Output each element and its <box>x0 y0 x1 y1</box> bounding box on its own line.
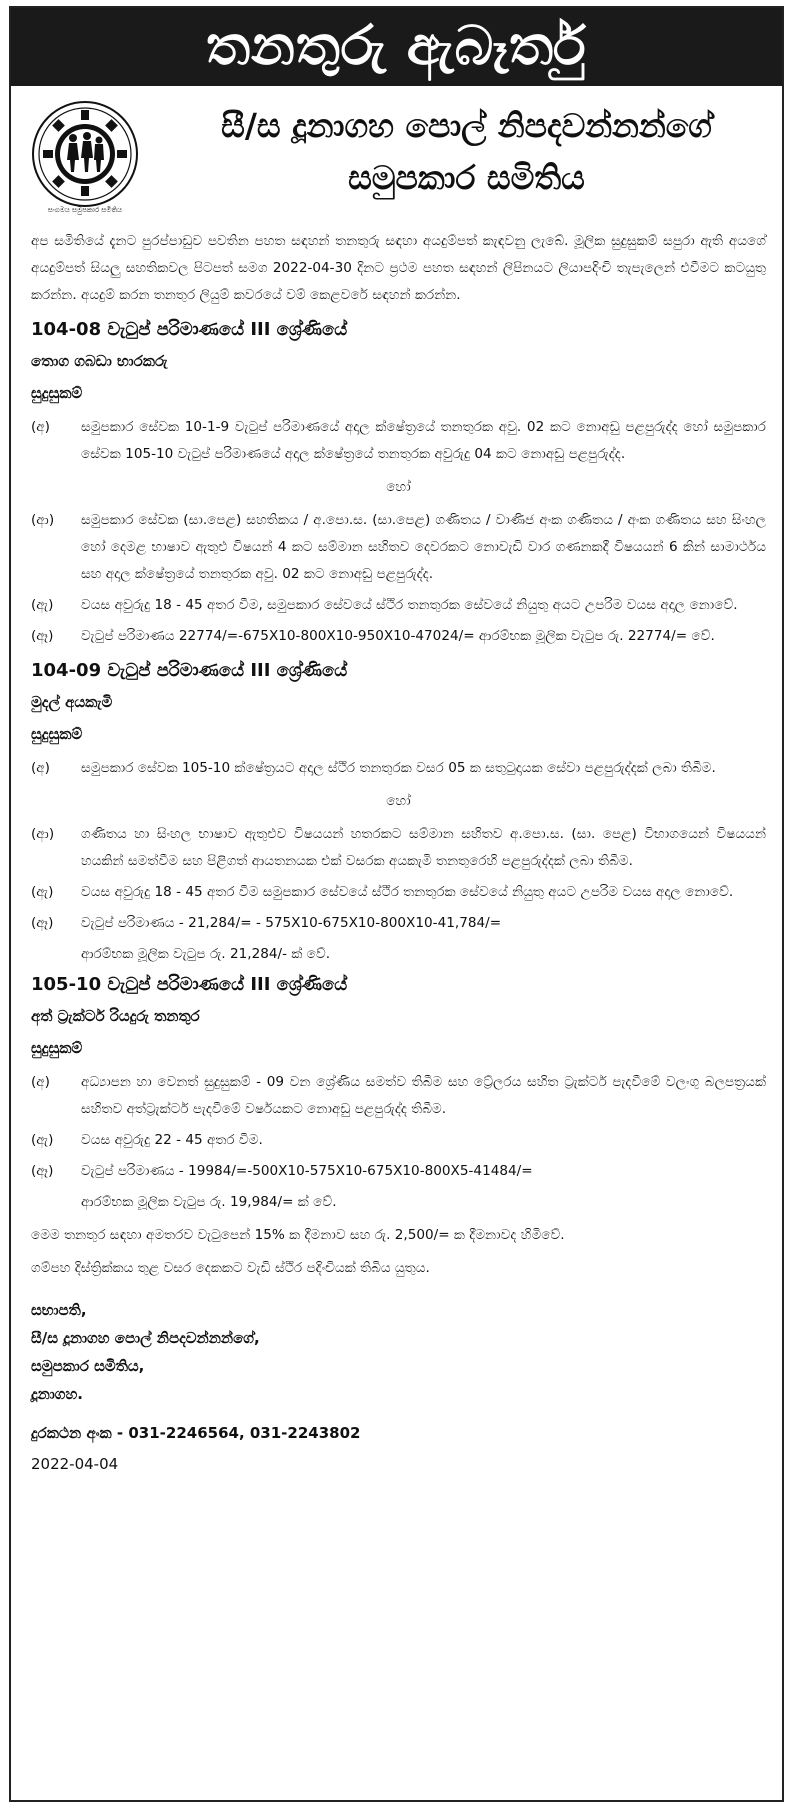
item-label: (අ) <box>31 419 50 435</box>
signature-line: සභාපති, <box>31 1301 87 1319</box>
item-label: (ඇ) <box>31 1132 54 1148</box>
signature-line: සී/ස දූනාගහ පොල් නිපදවන්නන්ගේ, <box>31 1329 260 1347</box>
starting-salary: ආරම්භක මූලික වැටුප රු. 19,984/= ක් වේ. <box>81 1194 337 1210</box>
list-item <box>31 623 766 650</box>
publish-date: 2022-04-04 <box>31 1455 119 1473</box>
section-tractor-driver <box>31 968 766 1216</box>
header <box>11 86 782 228</box>
qualifications-heading: සුදුසුකම් <box>31 725 83 743</box>
item-label: (ඈ) <box>31 1163 54 1179</box>
post-title: තොග ගබඩා භාරකරු <box>31 352 168 370</box>
starting-salary: ආරම්භක මූලික වැටුප රු. 21,284/- ක් වේ. <box>81 946 331 962</box>
advertisement-body <box>11 228 782 1479</box>
list-item <box>31 1069 766 1123</box>
list-item <box>31 414 766 468</box>
section-grade: 104-08 වැටුප් පරිමාණයේ III ශ්‍රේණියේ <box>31 319 348 340</box>
list-item <box>31 755 766 782</box>
item-text: වයස අවුරුදු 18 - 45 අතර වීම, සමුපකාර සේවයේ ස්ථිර තනතුරක සේවයේ නියුතු අයට උපරිම වයස අදාල නොවේ. <box>81 597 738 613</box>
item-label: (අ) <box>31 1074 50 1090</box>
list-item <box>31 1158 766 1185</box>
residence-note: ගම්පහ දිස්ත්‍රික්කය තුළ වසර දෙකකට වැඩි ස්ථිර පදිංචියක් තිබිය යුතුය. <box>31 1260 430 1276</box>
or-separator: හෝ <box>386 479 411 495</box>
signature-line: දූනාගහ. <box>31 1385 84 1403</box>
org-name-line2: සමුපකාර සමිතිය <box>348 158 585 197</box>
item-label: (ඇ) <box>31 597 54 613</box>
item-text: සමුපකාර සේවක (සා.පෙළ) සහතිකය / අ.පො.ස. (සා.පෙළ) ගණිතය / වාණිජ අංක ගණිතය / අංක ගණිතය සහ සිංහල හෝ දෙමළ භාෂාව ඇතුළු විෂයන් 4 කට සම්මාන සහිතව දෙවරකට නොවැඩි වාර ගණනකදී විෂයයන් 6 කින් සාමාර්ථය සහ අදාල ක්ෂේත්‍රයේ තනතුරක අවු. 02 කට නොඅඩු පළපුරුද්ද. <box>81 512 766 582</box>
salary-scale: වැටුප් පරිමාණය - 21,284/= - 575X10-675X10-800X10-41,784/= <box>81 915 502 931</box>
advertisement-page <box>9 6 784 1802</box>
vacancies-banner: තනතුරු ඇබෑර්තු <box>11 8 782 86</box>
section-grade: 104-09 වැටුප් පරිමාණයේ III ශ්‍රේණියේ <box>31 660 348 681</box>
list-item <box>31 879 766 906</box>
or-separator: හෝ <box>386 793 411 809</box>
list-item <box>31 910 766 937</box>
organization-name <box>161 100 772 204</box>
signature-line: සමුපකාර සමිතිය, <box>31 1357 145 1375</box>
post-title: මුදල් අයකැමි <box>31 693 113 711</box>
salary-scale: වැටුප් පරිමාණය 22774/=-675X10-800X10-950X10-47024/= ආරම්භක මූලික වැටුප රු. 22774/= වේ. <box>81 628 715 644</box>
item-text: සමුපකාර සේවක 10-1-9 වැටුප් පරිමාණයේ අදාල ක්ෂේත්‍රයේ තනතුරක අවු. 02 කට නොඅඩු පළපුරුද්ද හෝ සමුපකාර සේවක 105-10 වැටුප් පරිමාණයේ අදාල ක්ෂේත්‍රයේ තනතුරක අවුරුදු 04 කට නොඅඩු පළපුරුද්ද. <box>81 419 766 462</box>
item-label: (ඈ) <box>31 915 54 931</box>
item-label: (ඈ) <box>31 628 54 644</box>
list-item <box>31 592 766 619</box>
logo-text: සංගමය සමුපකාර සමිතිය <box>47 206 123 214</box>
item-text: අධ්‍යාපන හා වෙනත් සුදුසුකම් - 09 වන ශ්‍රේණිය සමත්ව තිබීම සහ ට්‍රේලරය සහිත ට්‍රැක්ටර් පැදවීමේ වලංගු බලපත්‍රයක් සහිතව අත්ට්‍රැක්ටර් පැදවීමේ වර්ෂයකට නොඅඩු පළපුරුද්ද තිබීම. <box>81 1074 766 1117</box>
item-text: වයස අවුරුදු 22 - 45 අතර වීම. <box>81 1132 263 1148</box>
item-label: (ඇ) <box>31 884 54 900</box>
section-store-keeper <box>31 313 766 650</box>
item-text: ගණිතය හා සිංහල භාෂාව ඇතුළුව විෂයයන් හතරකට සම්මාන සහිතව අ.පො.ස. (සා. පෙළ) විභාගයෙන් විෂයයන් හයකින් සමත්වීම සහ පිළිගත් ආයතනයක එක් වසරක අයකැමි තනතුරෙහි පළපුරුද්දක් ලබා තිබීම. <box>81 826 766 869</box>
list-item <box>31 821 766 875</box>
item-text: සමුපකාර සේවක 105-10 ක්ෂේත්‍රයට අදාල ස්ථිර තනතුරක වසර 05 ක සතුටුදායක සේවා පළපුරුද්දක් ලබා තිබීම. <box>81 760 716 776</box>
list-item <box>31 507 766 588</box>
org-name-line1: සී/ස දූනාගහ පොල් නිපදවන්නන්ගේ <box>221 106 712 145</box>
qualifications-heading: සුදුසුකම් <box>31 384 83 402</box>
item-label: (ආ) <box>31 512 55 528</box>
signature-block <box>31 1296 766 1408</box>
item-text: වයස අවුරුදු 18 - 45 අතර වීම සමුපකාර සේවයේ ස්ථිර තනතුරක සේවයේ නියුතු අයට උපරිම වයස අදාල නොවේ. <box>81 884 734 900</box>
post-title: අත් ට්‍රැක්ටර් රියදුරු තනතුර <box>31 1007 200 1025</box>
item-label: (අ) <box>31 760 50 776</box>
intro-paragraph: අප සමිතියේ දැනට පුරප්පාඩුව පවතින පහත සඳහන් තනතුරු සඳහා අයදුම්පත් කැඳවනු ලැබේ. මූලික සුදුසුකම් සපුරා ඇති අයගේ අයදුම්පත් සියලු සහතිකවල පිටපත් සමග 2022-04-30 දිනට ප්‍රථම පහත සඳහන් ලිපිනයට ලියාපදිංචි තැපැලෙන් එවීමට කටයුතු කරන්න. අයදුම් කරන තනතුර ලියුම් කවරයේ වම් කෙළවරේ සඳහන් කරන්න. <box>31 233 766 303</box>
section-grade: 105-10 වැටුප් පරිමාණයේ III ශ්‍රේණියේ <box>31 974 348 995</box>
salary-scale: වැටුප් පරිමාණය - 19984/=-500X10-575X10-675X10-800X5-41484/= <box>81 1163 533 1179</box>
item-label: (ආ) <box>31 826 55 842</box>
contact-numbers: දුරකථන අංක - 031-2246564, 031-2243802 <box>31 1424 361 1442</box>
section-cashier <box>31 654 766 968</box>
allowance-note: මෙම තනතුර සඳහා අමතරව වැටුපෙන් 15% ක දීමනාව සහ රු. 2,500/= ක දීමනාවද හිමිවේ. <box>31 1227 565 1243</box>
cooperative-society-emblem-icon <box>29 94 141 218</box>
list-item <box>31 1127 766 1154</box>
qualifications-heading: සුදුසුකම් <box>31 1039 83 1057</box>
